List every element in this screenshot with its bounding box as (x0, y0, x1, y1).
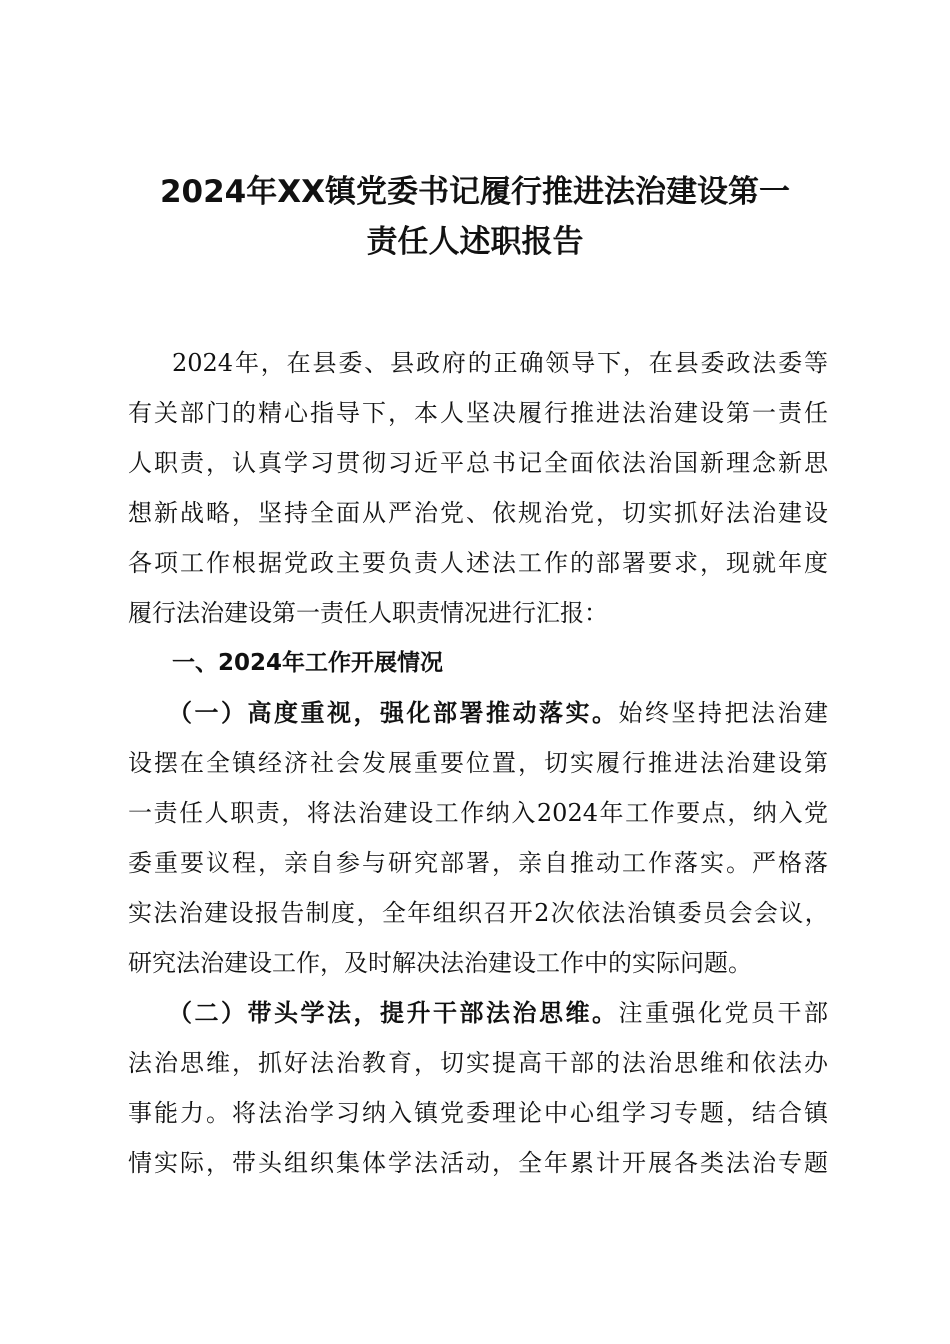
subsection-2-first-line (128, 988, 828, 1038)
subsection-1-line-2: 设摆在全镇经济社会发展重要位置，切实履行推进法治建设第 (128, 749, 828, 777)
intro-paragraph (128, 338, 828, 638)
subsection-1-line-5: 实法治建设报告制度，全年组织召开2次依法治镇委员会会议， (128, 899, 828, 927)
section-1-heading: 一、2024年工作开展情况 (172, 650, 444, 676)
title-line-2: 责任人述职报告 (366, 224, 584, 260)
subsection-1-line-3: 一责任人职责，将法治建设工作纳入2024年工作要点，纳入党 (128, 799, 828, 827)
subsection-1-first-line (128, 688, 828, 738)
title-line-1: 2024年XX镇党委书记履行推进法治建设第一 (159, 174, 791, 210)
subsection-2-line-4: 情实际，带头组织集体学法活动，全年累计开展各类法治专题 (128, 1149, 828, 1177)
intro-line-4: 想新战略，坚持全面从严治党、依规治党，切实抓好法治建设 (128, 499, 828, 527)
intro-line-3: 人职责，认真学习贯彻习近平总书记全面依法治国新理念新思 (128, 449, 828, 477)
intro-line-5: 各项工作根据党政主要负责人述法工作的部署要求，现就年度 (128, 549, 828, 577)
intro-line-6: 履行法治建设第一责任人职责情况进行汇报： (128, 599, 608, 627)
subsection-1-line-4: 委重要议程，亲自参与研究部署，亲自推动工作落实。严格落 (128, 849, 828, 877)
intro-line-1: 2024年，在县委、县政府的正确领导下，在县委政法委等 (172, 349, 828, 377)
subsection-1-line-6: 研究法治建设工作，及时解决法治建设工作中的实际问题。 (128, 949, 752, 977)
subsection-1 (128, 688, 828, 988)
subsection-2-line-3: 事能力。将法治学习纳入镇党委理论中心组学习专题，结合镇 (128, 1099, 828, 1127)
intro-line-2: 有关部门的精心指导下，本人坚决履行推进法治建设第一责任 (128, 399, 828, 427)
subsection-2-line-2: 法治思维，抓好法治教育，切实提高干部的法治思维和依法办 (128, 1049, 828, 1077)
subsection-1-first-rest: 始终坚持把法治建 (618, 699, 828, 727)
subsection-2-first-rest: 注重强化党员干部 (618, 999, 828, 1027)
section-1 (128, 638, 828, 688)
document-title (110, 166, 840, 266)
subsection-2 (128, 988, 828, 1188)
subsection-1-heading: （一）高度重视，强化部署推动落实。 (168, 699, 619, 727)
subsection-2-heading: （二）带头学法，提升干部法治思维。 (168, 999, 619, 1027)
